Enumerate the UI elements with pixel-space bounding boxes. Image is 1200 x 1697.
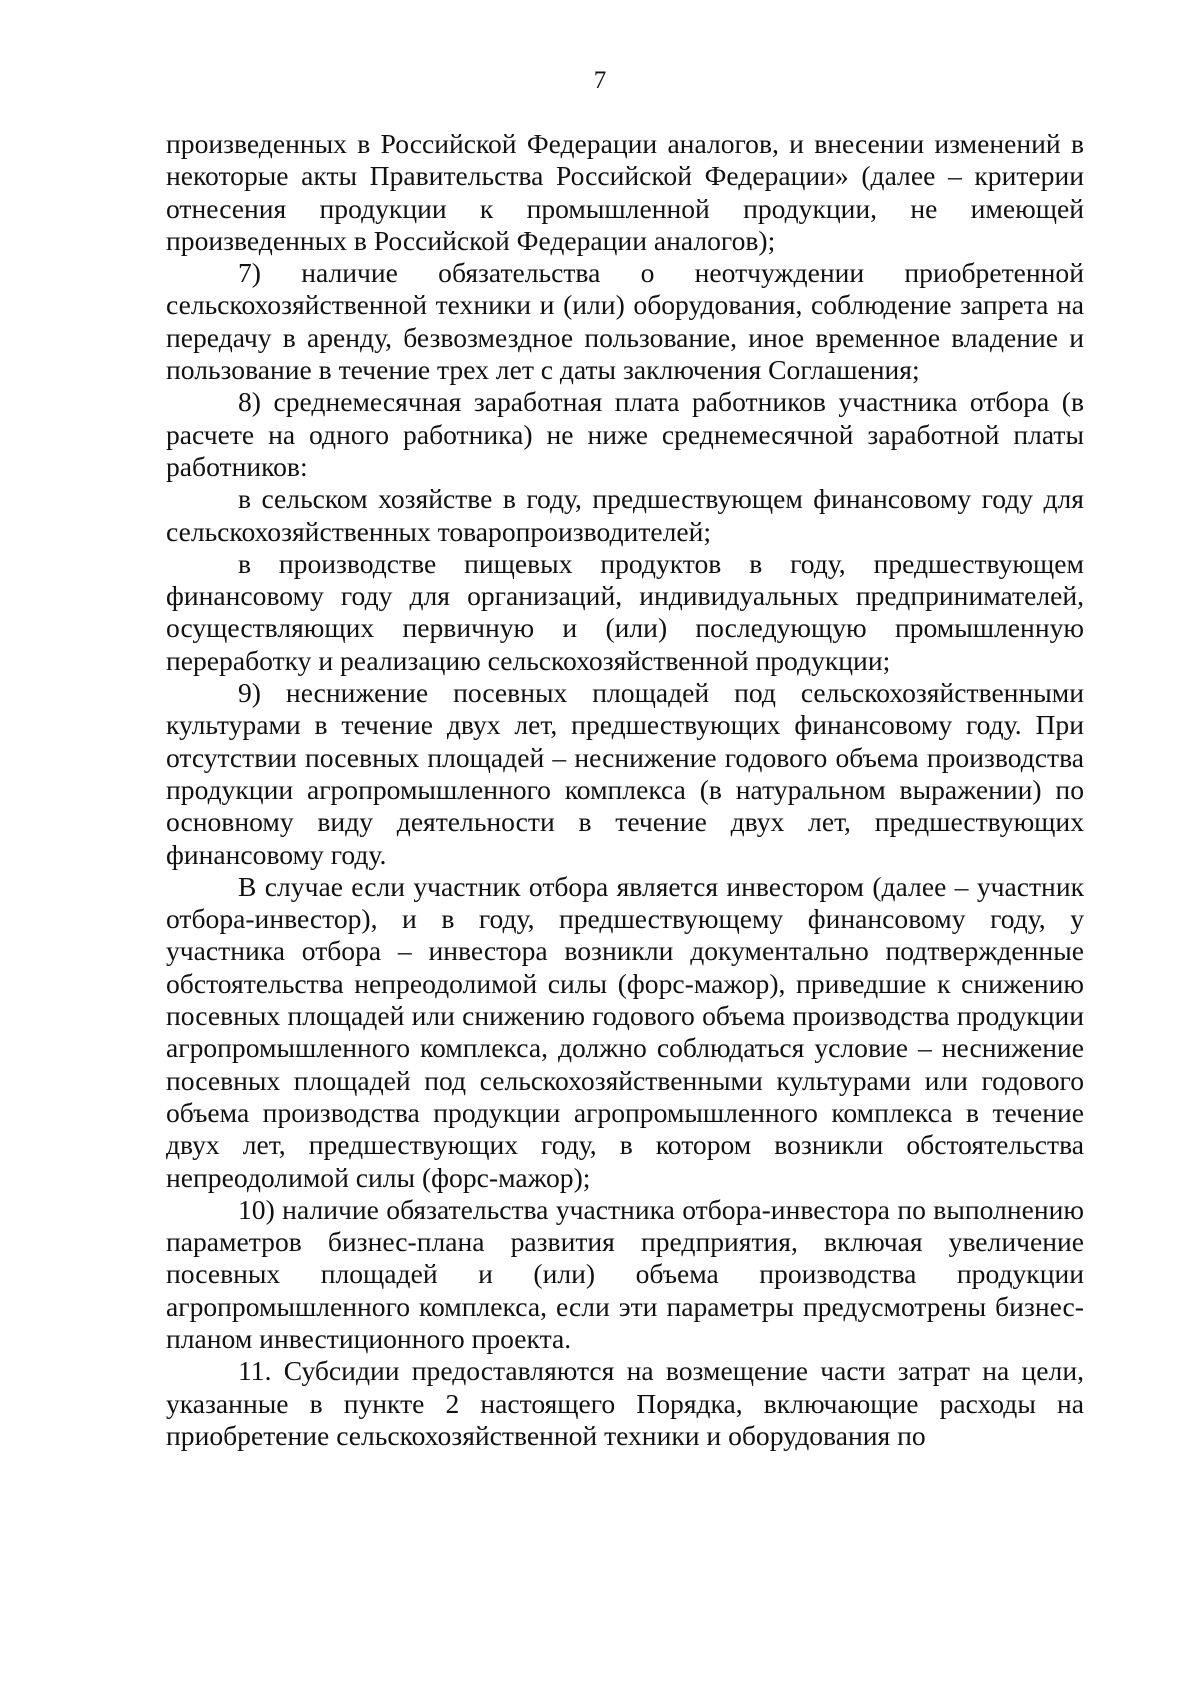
paragraph-continuation: произведенных в Российской Федерации аналогов, и внесении изменений в некоторые акты Правительства Российской Федерации» (далее – критерии отнесения продукции к промышленной продукции, не имеющей произведенных в Российской Федерации аналогов); — [166, 128, 1084, 256]
paragraph-item-11: 11. Субсидии предоставляются на возмещение части затрат на цели, указанные в пункте 2 настоящего Порядка, включающие расходы на приобретение сельскохозяйственной техники и оборудования по — [166, 1355, 1084, 1451]
paragraph-item-8-food-production: в производстве пищевых продуктов в году, предшествующем финансовому году для организаций, индивидуальных предпринимателей, осуществляющих первичную и (или) последующую промышленную переработку и реализацию сельскохозяйственной продукции; — [166, 547, 1084, 676]
page-number: 7 — [593, 67, 607, 94]
paragraph-item-10: 10) наличие обязательства участника отбора-инвестора по выполнению параметров бизнес-плана развития предприятия, включая увеличение посевных площадей и (или) объема производства продукции агропромышленного комплекса, если эти параметры предусмотрены бизнес-планом инвестиционного проекта. — [166, 1193, 1084, 1354]
paragraph-item-8: 8) среднемесячная заработная плата работников участника отбора (в расчете на одного работника) не ниже среднемесячной заработной платы работников: — [166, 386, 1084, 482]
paragraph-item-8-agriculture: в сельском хозяйстве в году, предшествующем финансовому году для сельскохозяйственных товаропроизводителей; — [166, 483, 1084, 547]
paragraph-item-7: 7) наличие обязательства о неотчуждении приобретенной сельскохозяйственной техники и (или) оборудования, соблюдение запрета на передачу в аренду, безвозмездное пользование, иное временное владение и пользование в течение трех лет с даты заключения Соглашения; — [166, 257, 1084, 386]
paragraph-investor-case: В случае если участник отбора является инвестором (далее – участник отбора-инвестор), и в году, предшествующему финансовому году, у участника отбора – инвестора возникли документально подтвержденные обстоятельства непреодолимой силы (форс-мажор), приведшие к снижению посевных площадей или снижению годового объема производства продукции агропромышленного комплекса, должно соблюдаться условие – неснижение посевных площадей под сельскохозяйственными культурами или годового объема производства продукции агропромышленного комплекса в течение двух лет, предшествующих году, в котором возникли обстоятельства непреодолимой силы (форс-мажор); — [166, 870, 1084, 1193]
document-body — [166, 128, 1084, 1452]
paragraph-item-9: 9) неснижение посевных площадей под сельскохозяйственными культурами в течение двух лет, предшествующих финансовому году. При отсутствии посевных площадей – неснижение годового объема производства продукции агропромышленного комплекса (в натуральном выражении) по основному виду деятельности в течение двух лет, предшествующих финансовому году. — [166, 677, 1084, 870]
